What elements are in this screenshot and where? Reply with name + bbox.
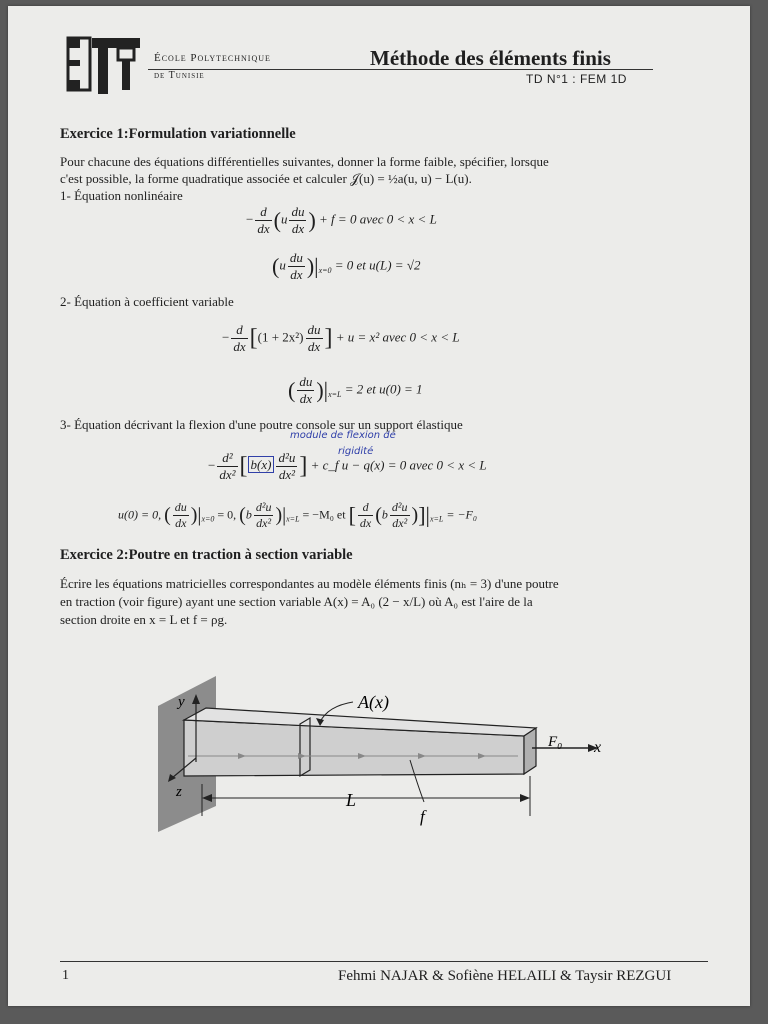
label-length: L xyxy=(346,790,357,810)
beam-end-face xyxy=(524,728,536,774)
exercise2-line3: section droite en x = L et f = ρg. xyxy=(60,612,228,627)
exercise2-line2: en traction (voir figure) ayant une section variable A(x) = A₀ (2 − x/L) où A₀ est l'aire de la xyxy=(60,594,533,609)
equation-1b-rest: = 0 et u(L) = √2 xyxy=(334,257,421,273)
exercise1-intro-line2: c'est possible, la forme quadratique associée et calculer 𝒥(u) = ½a(u, u) − L(u). xyxy=(60,171,472,186)
equation-2b: ( $\frac{du}{dx}$ )$|_{x=L} = 2$ et u(0) = 1 xyxy=(288,374,423,406)
label-force: F₀ xyxy=(548,734,563,750)
exercise1-item3: 3- Équation décrivant la flexion d'une poutre console sur un support élastique xyxy=(60,417,463,432)
school-name-line2: de Tunisie xyxy=(154,70,205,81)
equation-1b: (u $\frac{du}{dx}$ )$|_{x=0} = 0$ et u(L) = √2 xyxy=(272,250,421,282)
document-title: Méthode des éléments finis xyxy=(370,46,611,70)
label-y: y xyxy=(178,694,185,710)
handwritten-note-2: rigidité xyxy=(338,446,374,457)
equation-3b-end: = −F₀ xyxy=(446,507,478,522)
footer-rule xyxy=(60,961,708,962)
handwritten-note-1: module de flexion de xyxy=(290,430,396,441)
label-z: z xyxy=(176,784,182,800)
exercise2-title: Exercice 2:Poutre en traction à section variable xyxy=(60,547,353,563)
equation-3a: − $\frac{\text{d²}}{\text{dx²}}$ [ b(x) $\frac{\text{d²u}}{\text{dx²}}$ ] + c_f u − q(x) = 0 avec 0 < x < L xyxy=(208,450,487,482)
exercise2-line1: Écrire les équations matricielles correspondantes au modèle éléments finis (nₕ = 3) d'une poutre xyxy=(60,576,559,591)
document-page xyxy=(8,6,750,1006)
exercise1-intro-line1: Pour chacune des équations différentielles suivantes, donner la forme faible, spécifier, lorsque xyxy=(60,154,549,169)
equation-3b: u(0) = 0, ( $\frac{du}{dx}$ )$|_{x=0} = 0$, (b $\frac{\text{d²u}}{\text{dx²}}$ )$|_{x=L} = -M_0$ et [ $\frac{d}{dx}$ (b $\frac{\text{d²u}}{\text{dx²}}$ )]$|_{x=L} = -F_0$ xyxy=(118,500,478,530)
authors: Fehmi NAJAR & Sofiène HELAILI & Taysir REZGUI xyxy=(338,968,672,984)
label-area: A(x) xyxy=(358,692,389,712)
label-load: f xyxy=(420,807,425,826)
header-rule xyxy=(148,69,653,70)
exercise1-title: Exercice 1:Formulation variationnelle xyxy=(60,126,296,142)
exercise1-item2: 2- Équation à coefficient variable xyxy=(60,294,234,309)
label-x: x xyxy=(594,739,602,756)
equation-3b-start: u(0) = 0, xyxy=(118,507,162,522)
equation-1a: − $\frac{d}{dx}$ (u $\frac{du}{dx}$ ) + f = 0 avec 0 < x < L xyxy=(246,204,437,236)
td-label: TD N°1 : FEM 1D xyxy=(526,72,627,86)
equation-2b-rest: = 2 et u(0) = 1 xyxy=(344,381,423,397)
school-logo xyxy=(64,34,144,98)
page-number: 1 xyxy=(62,968,69,983)
equation-3a-rest: + c_f u − q(x) = 0 avec 0 < x < L xyxy=(310,457,487,473)
equation-2a: − $\frac{d}{dx}$ [(1 + 2x²) $\frac{du}{dx}$ ] + u = x² avec 0 < x < L xyxy=(222,322,460,354)
beam-figure xyxy=(148,666,608,836)
equation-1a-rest: + f = 0 avec 0 < x < L xyxy=(319,211,437,227)
equation-2a-rest: + u = x² avec 0 < x < L xyxy=(335,329,460,345)
exercise1-item1: 1- Équation nonlinéaire xyxy=(60,188,183,203)
school-name-line1: École Polytechnique xyxy=(154,52,271,64)
